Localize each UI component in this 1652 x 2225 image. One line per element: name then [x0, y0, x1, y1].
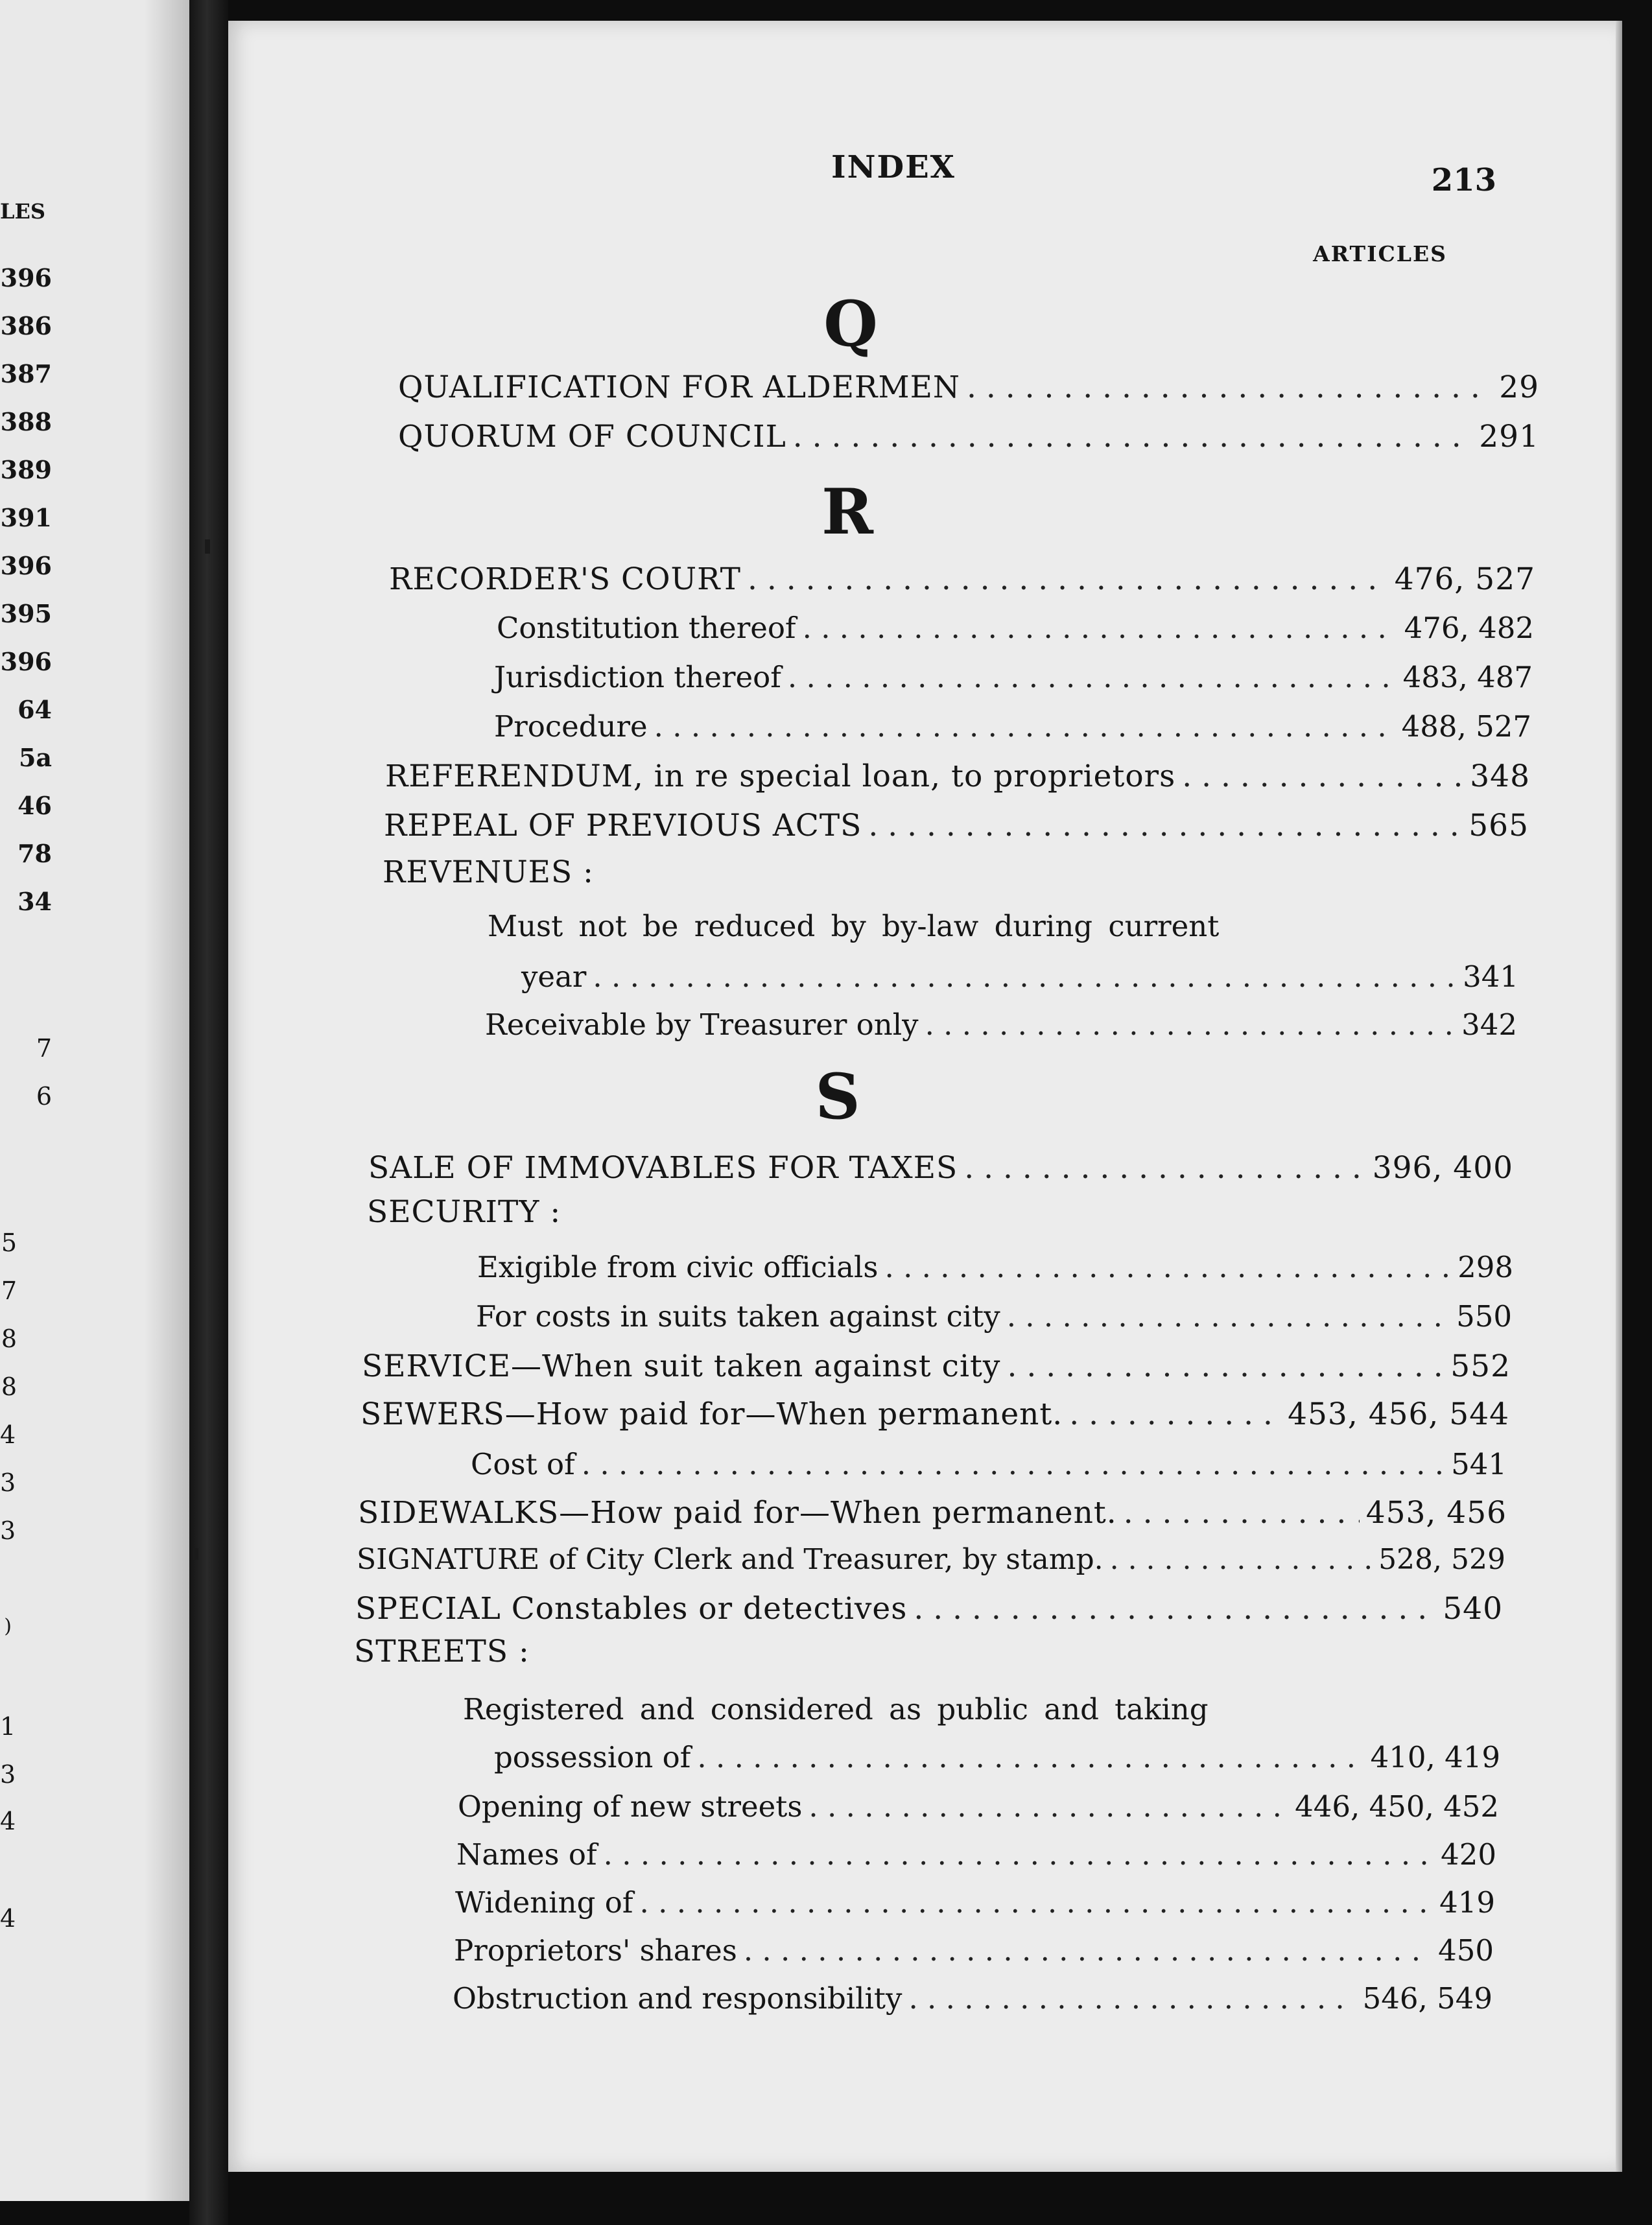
entry-label: year — [521, 959, 587, 994]
index-entry — [398, 420, 1539, 454]
index-entry — [454, 1935, 1494, 1967]
entry-label: SIGNATURE of City Clerk and Treasurer, by stamp. — [357, 1543, 1103, 1576]
index-entry — [358, 1496, 1507, 1530]
entry-label: Jurisdiction thereof — [494, 660, 781, 694]
entry-label: REPEAL OF PREVIOUS ACTS — [384, 808, 862, 843]
entry-label: SPECIAL Constables or detectives — [355, 1591, 908, 1627]
leader-dots — [967, 371, 1493, 405]
left-page-shadow — [144, 0, 189, 2201]
entry-label: QUALIFICATION FOR ALDERMEN — [398, 370, 960, 405]
left-page-number: 396 — [0, 551, 52, 580]
entry-label: SIDEWALKS—How paid for—When permanent. — [358, 1495, 1117, 1531]
index-entry — [453, 1983, 1493, 2015]
left-page-number: 3 — [0, 1760, 16, 1789]
running-head: INDEX — [831, 149, 956, 185]
leader-dots — [868, 809, 1462, 843]
entry-label: Registered and considered as public and taking — [463, 1692, 1209, 1726]
index-entry — [471, 1448, 1507, 1481]
index-entry — [368, 1151, 1513, 1185]
leader-dots — [1007, 1301, 1450, 1333]
entry-label: Proprietors' shares — [454, 1933, 737, 1968]
entry-label: Exigible from civic officials — [477, 1250, 879, 1284]
left-page-number: 395 — [0, 599, 52, 628]
entry-label: possession of — [494, 1740, 691, 1774]
leader-dots — [640, 1887, 1434, 1919]
entry-pages: 488, 527 — [1401, 709, 1531, 744]
index-page — [228, 21, 1622, 2172]
leader-dots — [1110, 1544, 1372, 1575]
entry-pages: 291 — [1479, 419, 1539, 454]
page-number: 213 — [1431, 162, 1496, 198]
entry-pages: 453, 456, 544 — [1288, 1396, 1509, 1432]
left-page-number: 4 — [0, 1904, 16, 1933]
left-page-number: 7 — [1, 1277, 17, 1305]
leader-dots — [1182, 760, 1463, 794]
left-page-number: 396 — [0, 263, 52, 292]
leader-dots — [808, 1791, 1288, 1823]
entry-label: Obstruction and responsibility — [453, 1981, 903, 2016]
left-page-number: 396 — [0, 647, 52, 676]
entry-label: STREETS : — [354, 1634, 530, 1669]
entry-pages: 453, 456 — [1365, 1495, 1507, 1531]
index-heading — [383, 856, 594, 889]
index-entry — [476, 1301, 1512, 1333]
leader-dots — [914, 1592, 1436, 1626]
entry-label: Receivable by Treasurer only — [485, 1007, 919, 1042]
entry-label: Must not be reduced by by-law during current — [488, 909, 1220, 943]
entry-pages: 546, 549 — [1362, 1981, 1493, 2016]
index-heading — [354, 1635, 530, 1669]
index-entry — [389, 563, 1535, 596]
left-page-number: 64 — [18, 695, 52, 724]
entry-label: SALE OF IMMOVABLES FOR TAXES — [368, 1150, 958, 1186]
column-heading: ARTICLES — [1313, 241, 1447, 266]
left-page-number: 4 — [0, 1420, 16, 1449]
entry-label: Names of — [456, 1837, 597, 1872]
entry-label: Cost of — [471, 1447, 575, 1481]
entry-label: REFERENDUM, in re special loan, to proprietors — [385, 759, 1176, 794]
index-entry — [494, 661, 1533, 694]
leader-dots — [582, 1448, 1445, 1481]
index-entry-wrapped — [488, 910, 1460, 943]
entry-pages: 552 — [1450, 1348, 1511, 1384]
leader-dots — [1069, 1398, 1281, 1431]
entry-label: RECORDER'S COURT — [389, 561, 742, 597]
entry-pages: 396, 400 — [1372, 1150, 1513, 1186]
entry-label: Constitution thereof — [497, 611, 796, 645]
scan-speck — [205, 539, 210, 554]
index-entry — [494, 1741, 1500, 1774]
entry-pages: 341 — [1463, 959, 1518, 994]
left-page-number: 5 — [1, 1229, 17, 1257]
page-edge — [1616, 21, 1622, 2172]
entry-pages: 528, 529 — [1378, 1543, 1505, 1576]
left-page-number: 46 — [18, 791, 52, 820]
section-letter-q: Q — [823, 287, 878, 360]
index-heading — [367, 1195, 561, 1229]
left-page-number: 34 — [18, 887, 52, 916]
index-entry — [455, 1887, 1495, 1919]
entry-label: SECURITY : — [367, 1194, 561, 1230]
index-entry — [360, 1398, 1509, 1431]
scan-speck — [193, 1548, 198, 1560]
left-page-number: 8 — [1, 1372, 17, 1401]
leader-dots — [1124, 1496, 1360, 1530]
leader-dots — [1007, 1350, 1444, 1383]
left-page-number: ) — [4, 1615, 12, 1638]
entry-pages: 476, 527 — [1394, 561, 1535, 597]
index-entry — [355, 1592, 1503, 1626]
leader-dots — [748, 563, 1388, 596]
left-page-number: 389 — [0, 455, 52, 484]
entry-pages: 342 — [1461, 1007, 1517, 1042]
left-page-number: 6 — [36, 1082, 52, 1111]
index-entry — [456, 1839, 1496, 1871]
left-page-number: 3 — [0, 1516, 16, 1545]
entry-label: REVENUES : — [383, 854, 594, 890]
entry-pages: 420 — [1441, 1837, 1496, 1872]
entry-pages: 298 — [1457, 1250, 1513, 1284]
entry-pages: 348 — [1470, 759, 1530, 794]
index-entry — [497, 612, 1534, 644]
entry-label: SERVICE—When suit taken against city — [362, 1348, 1001, 1384]
entry-pages: 29 — [1499, 370, 1539, 405]
entry-label: Widening of — [455, 1885, 633, 1920]
left-page-number: 387 — [0, 359, 52, 388]
left-page-number: 8 — [1, 1324, 17, 1353]
section-letter-r: R — [821, 475, 873, 548]
leader-dots — [793, 420, 1472, 454]
left-page-number: 3 — [0, 1468, 16, 1497]
left-page-number: 386 — [0, 311, 52, 340]
entry-label: For costs in suits taken against city — [476, 1299, 1000, 1334]
leader-dots — [925, 1009, 1456, 1041]
leader-dots — [788, 661, 1397, 694]
entry-label: QUORUM OF COUNCIL — [398, 419, 786, 454]
entry-pages: 550 — [1456, 1299, 1512, 1334]
entry-pages: 540 — [1443, 1591, 1503, 1627]
entry-label: Procedure — [494, 709, 648, 744]
leader-dots — [697, 1741, 1363, 1774]
entry-pages: 446, 450, 452 — [1295, 1789, 1499, 1824]
index-entry — [357, 1544, 1505, 1575]
index-entry — [521, 961, 1518, 993]
leader-dots — [803, 612, 1398, 644]
left-page-number: 7 — [36, 1034, 52, 1063]
leader-dots — [908, 1983, 1356, 2015]
leader-dots — [593, 961, 1456, 993]
entry-label: Opening of new streets — [458, 1789, 803, 1824]
entry-pages: 483, 487 — [1402, 660, 1533, 694]
left-page-number: 1 — [0, 1712, 16, 1741]
entry-pages: 450 — [1438, 1933, 1494, 1968]
index-entry-wrapped — [463, 1693, 1435, 1726]
index-entry — [494, 711, 1531, 743]
leader-dots — [654, 711, 1395, 743]
index-entry — [458, 1791, 1499, 1823]
left-facing-page — [0, 0, 189, 2201]
section-letter-s: S — [815, 1060, 860, 1133]
leader-dots — [604, 1839, 1434, 1871]
left-page-number: 78 — [18, 839, 52, 868]
leader-dots — [884, 1251, 1451, 1284]
index-entry — [477, 1251, 1513, 1284]
entry-pages: 565 — [1469, 808, 1529, 843]
index-entry — [362, 1350, 1511, 1383]
leader-dots — [964, 1151, 1365, 1185]
left-page-number: 4 — [0, 1807, 16, 1835]
index-entry — [385, 760, 1530, 794]
left-header-fragment: LES — [0, 199, 45, 224]
index-entry — [384, 809, 1529, 843]
index-entry — [398, 371, 1539, 405]
left-page-number: 5a — [18, 743, 52, 772]
entry-pages: 410, 419 — [1370, 1740, 1500, 1774]
entry-pages: 476, 482 — [1404, 611, 1534, 645]
entry-pages: 419 — [1439, 1885, 1495, 1920]
left-page-number: 391 — [0, 503, 52, 532]
book-gutter — [189, 0, 228, 2225]
entry-label: SEWERS—How paid for—When permanent. — [360, 1396, 1063, 1432]
entry-pages: 541 — [1451, 1447, 1507, 1481]
leader-dots — [744, 1935, 1432, 1967]
left-page-number: 388 — [0, 407, 52, 436]
index-entry — [485, 1009, 1517, 1041]
